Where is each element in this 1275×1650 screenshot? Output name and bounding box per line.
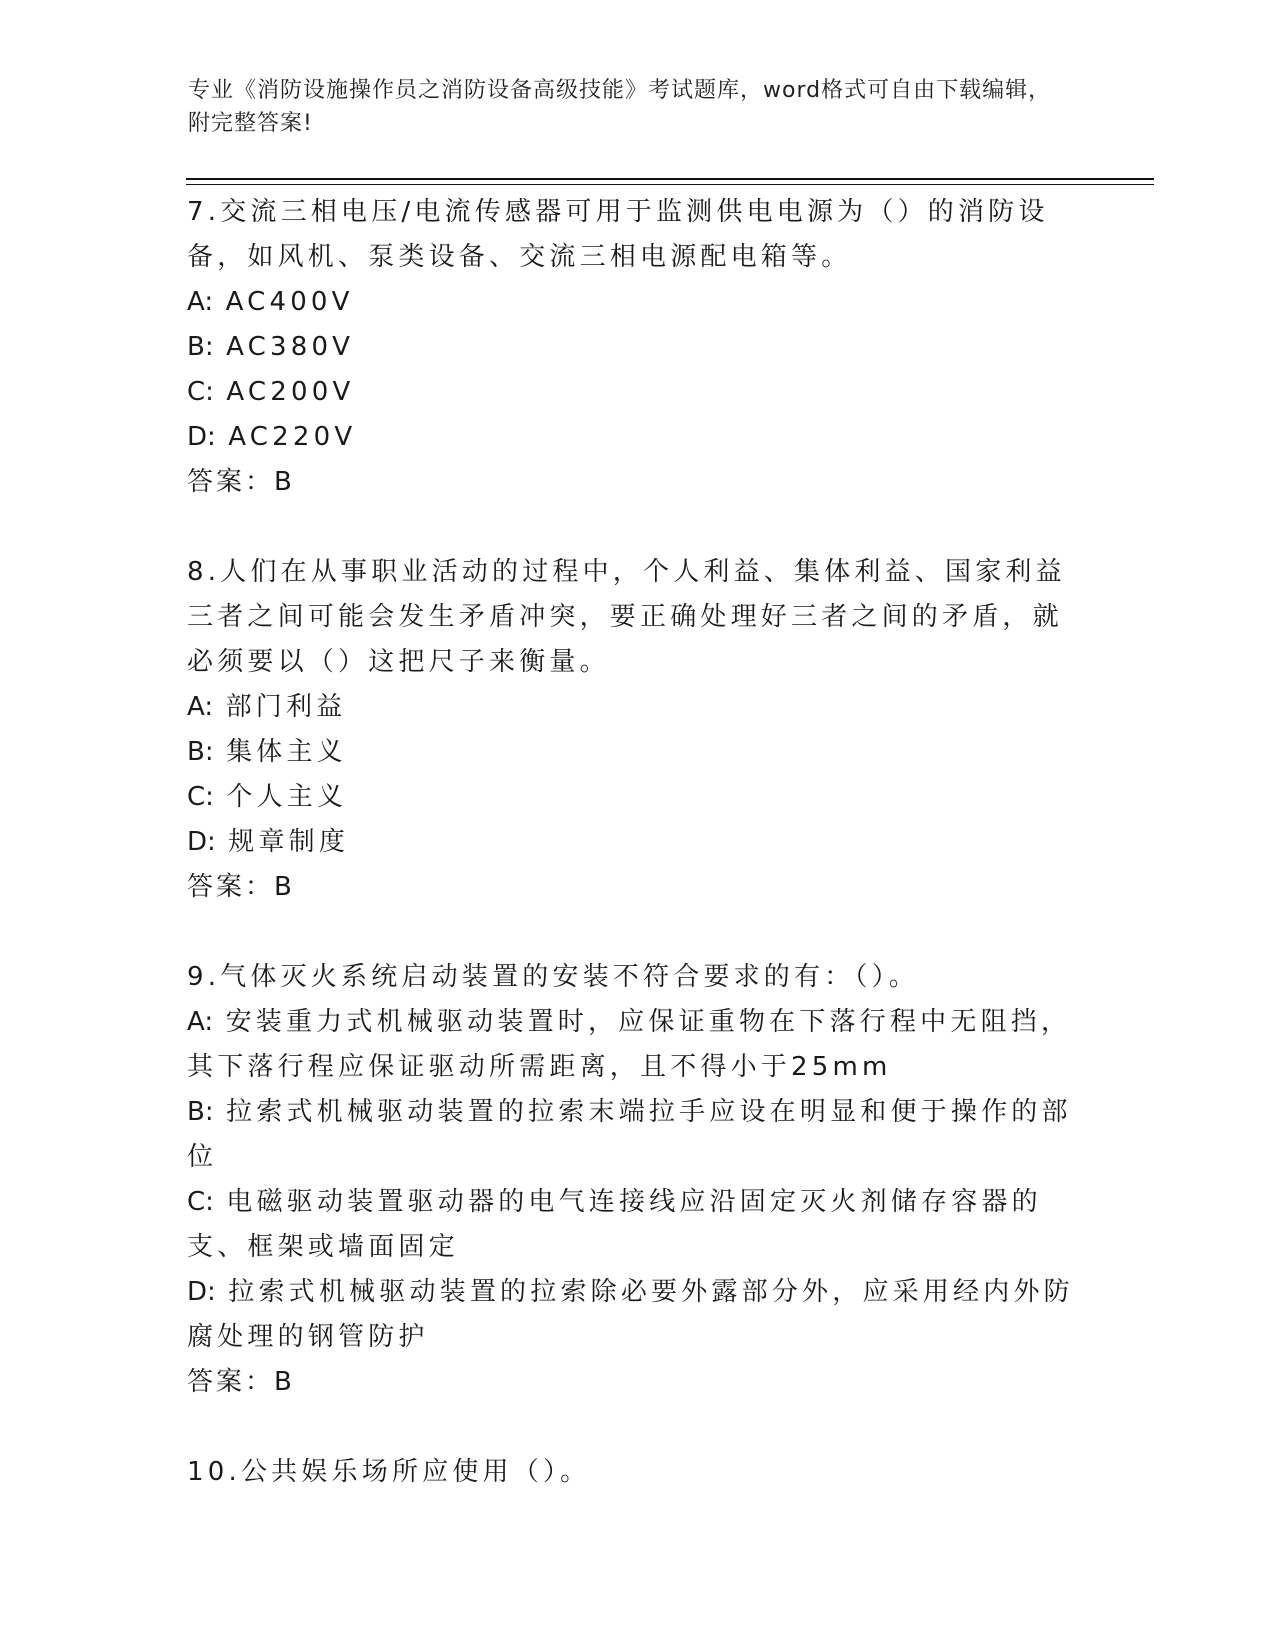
option-d (187, 820, 1087, 865)
option-b (187, 1090, 1087, 1180)
option-d (187, 1270, 1087, 1360)
document-header: 专业《消防设施操作员之消防设备高级技能》考试题库，word格式可自由下载编辑，附完整答案! (188, 78, 1052, 136)
option-text: 拉索式机械驱动装置的拉索末端拉手应设在明显和便于操作的部位 (187, 1097, 1072, 1172)
option-letter: B: (187, 332, 214, 362)
answer-line: 答案：B (187, 1367, 295, 1397)
answer-line: 答案：B (187, 467, 295, 497)
header-divider-thick (186, 178, 1154, 180)
option-letter: B: (187, 1097, 214, 1127)
option-text: AC200V (226, 377, 355, 407)
question-8 (187, 550, 1087, 910)
question-list (187, 190, 1087, 1495)
option-letter: C: (187, 782, 214, 812)
option-c (187, 370, 1087, 415)
option-text: 个人主义 (226, 782, 348, 812)
question-spacer (187, 910, 1087, 955)
question-9 (187, 955, 1087, 1405)
option-letter: C: (187, 377, 214, 407)
option-letter: A: (187, 1007, 214, 1037)
option-text: 安装重力式机械驱动装置时，应保证重物在下落行程中无阻挡，其下落行程应保证驱动所需距离，且不得小于25mm (187, 1007, 1072, 1082)
option-a (187, 685, 1087, 730)
option-a (187, 1000, 1087, 1090)
option-letter: B: (187, 737, 214, 767)
question-spacer (187, 505, 1087, 550)
option-letter: C: (187, 1187, 214, 1217)
header-divider-thin (186, 184, 1154, 185)
option-letter: D: (187, 422, 216, 452)
option-text: 规章制度 (228, 827, 350, 857)
option-text: 部门利益 (225, 692, 347, 722)
question-10 (187, 1450, 1087, 1495)
option-c (187, 1180, 1087, 1270)
option-b (187, 730, 1087, 775)
option-a (187, 280, 1087, 325)
option-text: 集体主义 (226, 737, 347, 767)
option-letter: A: (187, 692, 214, 722)
option-letter: D: (187, 827, 216, 857)
option-text: AC400V (225, 287, 354, 317)
option-b (187, 325, 1087, 370)
option-text: AC380V (226, 332, 355, 362)
question-7 (187, 190, 1087, 505)
question-spacer (187, 1405, 1087, 1450)
option-text: 电磁驱动装置驱动器的电气连接线应沿固定灭火剂储存容器的支、框架或墙面固定 (187, 1187, 1042, 1262)
question-stem: 8.人们在从事职业活动的过程中，个人利益、集体利益、国家利益三者之间可能会发生矛盾冲突，要正确处理好三者之间的矛盾，就必须要以（）这把尺子来衡量。 (187, 557, 1066, 677)
question-stem: 9.气体灭火系统启动装置的安装不符合要求的有：（）。 (187, 962, 920, 992)
option-d (187, 415, 1087, 460)
question-stem: 7.交流三相电压/电流传感器可用于监测供电电源为（）的消防设备，如风机、泵类设备、交流三相电源配电箱等。 (187, 197, 1049, 272)
option-letter: D: (187, 1277, 216, 1307)
option-text: 拉索式机械驱动装置的拉索除必要外露部分外，应采用经内外防腐处理的钢管防护 (187, 1277, 1074, 1352)
option-text: AC220V (228, 422, 357, 452)
option-letter: A: (187, 287, 214, 317)
option-c (187, 775, 1087, 820)
answer-line: 答案：B (187, 872, 295, 902)
question-stem: 10.公共娱乐场所应使用（）。 (187, 1457, 591, 1487)
